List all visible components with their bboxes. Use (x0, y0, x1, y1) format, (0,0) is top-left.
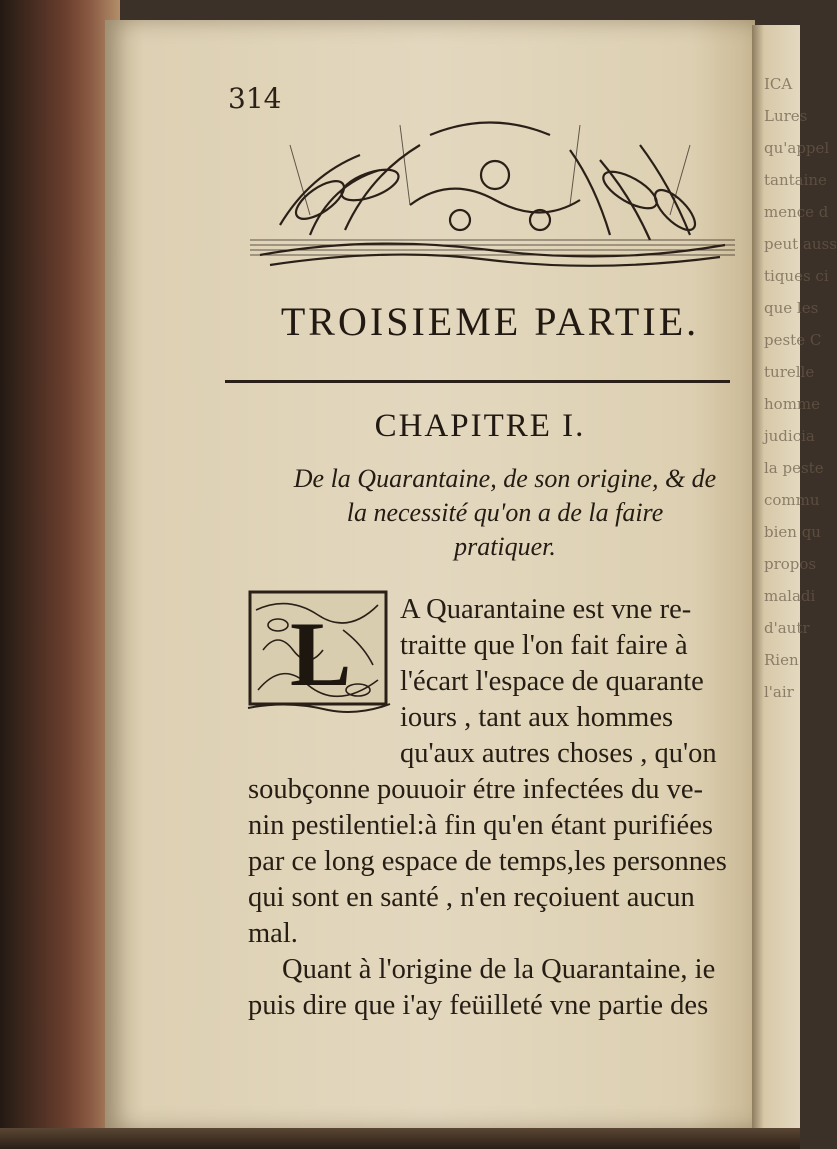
subtitle-line: la necessité qu'on a de la faire (346, 498, 664, 527)
subtitle-line: De la Quarantaine, de son origine, & de (293, 464, 717, 493)
headpiece-ornament (250, 115, 735, 275)
text-line: par ce long espace de temps,les personnes (248, 846, 727, 877)
text-line: puis dire que i'ay feüilleté vne partie des (248, 990, 709, 1021)
text-line: nin pestilentiel:à fin qu'en étant purifiées (248, 810, 713, 841)
bleed-text: tiques ci (764, 267, 829, 285)
bleed-text: maladi (764, 587, 816, 605)
bleed-text: commu (764, 491, 820, 509)
bleed-text: ICA (764, 75, 793, 93)
next-page-edge (752, 25, 837, 1135)
bleed-text: Rien (764, 651, 799, 669)
bleed-text: turelle (764, 363, 815, 381)
chapter-subtitle (255, 462, 755, 564)
bleed-text: judicia (764, 427, 815, 445)
horizontal-rule (225, 380, 730, 383)
bleed-text: peste C (764, 331, 822, 349)
text-line: traitte que l'on fait faire à (400, 630, 688, 661)
bleed-text: bien qu (764, 523, 821, 541)
text-line: soubçonne pouuoir étre infectées du ve- (248, 774, 704, 805)
bleed-text: qu'appel (764, 139, 830, 157)
initial-letter: L (290, 603, 352, 705)
decorated-initial (248, 590, 390, 718)
bleed-text: tantaine (764, 171, 827, 189)
text-line: qu'aux autres choses , qu'on (400, 738, 717, 769)
page-bottom-shadow (0, 1128, 800, 1149)
text-line: A Quarantaine est vne re- (400, 594, 692, 625)
bleed-text: propos (764, 555, 817, 573)
text-line: mal. (248, 918, 298, 949)
bleed-text: homme (764, 395, 821, 413)
bleed-text: d'autr (764, 619, 810, 637)
text-line: iours , tant aux hommes (400, 702, 674, 733)
part-title: TROISIEME PARTIE. (280, 299, 700, 344)
bleed-text: que les (764, 299, 819, 317)
subtitle-line: pratiquer. (454, 532, 556, 561)
bleed-text: mence d (764, 203, 829, 221)
text-line: l'écart l'espace de quarante (400, 666, 704, 697)
bleed-text: Lures (764, 107, 808, 125)
text-line: qui sont en santé , n'en reçoiuent aucun (248, 882, 695, 913)
bleed-text: la peste (764, 459, 824, 477)
bleed-text: l'air (764, 683, 794, 701)
page-number: 314 (228, 82, 282, 115)
book-binding (0, 0, 120, 1149)
text-line: Quant à l'origine de la Quarantaine, ie (282, 954, 716, 985)
bleed-text: peut auss (764, 235, 837, 253)
chapter-title: CHAPITRE I. (374, 408, 586, 444)
